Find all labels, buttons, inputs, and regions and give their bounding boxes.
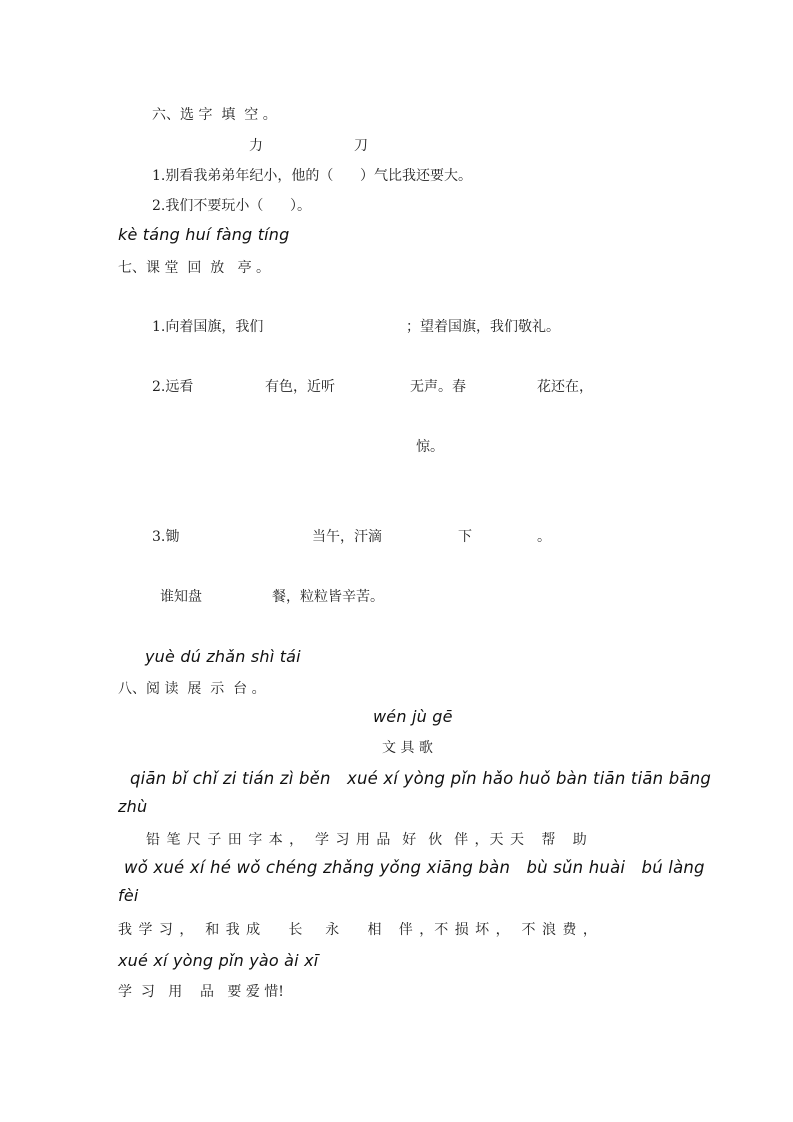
question-2: 2.我们不要玩小（ ）。 — [152, 198, 312, 214]
s7-q1-part-a: 1.向着国旗，我们 — [152, 319, 264, 335]
poem-line-pinyin: fèi — [118, 886, 139, 905]
s7-q2-part-c: 无声。春 — [410, 379, 466, 395]
poem-line-pinyin: qiān bǐ chǐ zi tián zì běn xué xí yòng pǐn hǎo huǒ bàn tiān tiān bāng — [130, 769, 712, 788]
section7-title: 七、课 堂 回 放 亭 。 — [118, 260, 271, 276]
poem-line-pinyin: wǒ xué xí hé wǒ chéng zhǎng yǒng xiāng bàn bù sǔn huài bú làng — [124, 858, 705, 877]
s7-q3-part-c: 下 — [458, 529, 472, 545]
s7-q3-part-f: 餐，粒粒皆辛苦。 — [272, 589, 384, 605]
s7-q2-part-b: 有色，近听 — [265, 379, 335, 395]
s7-q3-part-a: 3.锄 — [152, 529, 180, 545]
poem-line-pinyin: zhù — [118, 797, 148, 816]
section8-title: 八、阅 读 展 示 台 。 — [118, 681, 266, 697]
s7-q3-part-e: 谁知盘 — [160, 589, 202, 605]
s7-q3-part-d: 。 — [537, 529, 551, 545]
question-1: 1.别看我弟弟年纪小，他的（ ）气比我还要大。 — [152, 168, 473, 184]
poem-title: 文 具 歌 — [382, 740, 433, 756]
section8-pinyin: yuè dú zhǎn shì tái — [145, 647, 301, 666]
s7-q1-part-b: ；望着国旗，我们敬礼。 — [406, 319, 560, 335]
s7-q2-part-e: 惊。 — [416, 439, 444, 455]
poem-line: 学 习 用 品 要 爱 惜! — [118, 984, 284, 1000]
section6-title: 六、选 字 填 空 。 — [152, 107, 277, 123]
poem-line: 铅 笔 尺 子 田 字 本 ， 学 习 用 品 好 伙 伴 ，天 天 帮 助 — [146, 832, 588, 848]
poem-title-pinyin: wén jù gē — [373, 707, 453, 726]
choice-li: 力 — [249, 138, 263, 154]
poem-line-pinyin: xué xí yòng pǐn yào ài xī — [118, 951, 319, 970]
s7-q3-part-b: 当午，汗滴 — [312, 529, 382, 545]
s7-q2-part-d: 花还在， — [537, 379, 593, 395]
s7-q2-part-a: 2.远看 — [152, 379, 194, 395]
section7-pinyin: kè táng huí fàng tíng — [118, 225, 290, 244]
poem-line: 我 学 习 ， 和 我 成 长 永 相 伴 ，不 损 坏 ， 不 浪 费 ， — [118, 922, 598, 938]
choice-dao: 刀 — [354, 138, 368, 154]
